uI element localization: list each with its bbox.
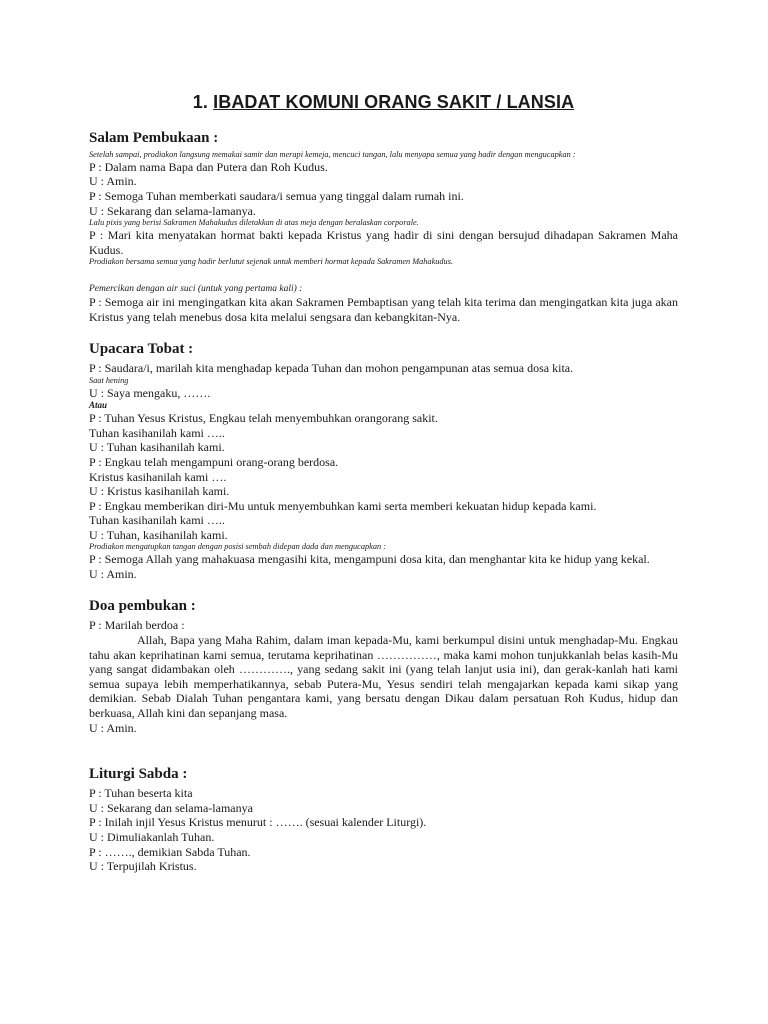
dialog-line: P : Tuhan beserta kita	[89, 786, 193, 801]
dialog-line: U : Kristus kasihanilah kami.	[89, 484, 230, 499]
section-heading: Doa pembukan :	[89, 598, 196, 615]
dialog-line: U : Amin.	[89, 566, 137, 581]
section-doa-pembukan	[89, 597, 678, 735]
dialog-line: U : Tuhan kasihanilah kami.	[89, 440, 225, 455]
dialog-line: U : Amin.	[89, 174, 137, 189]
section-liturgi-sabda	[89, 765, 678, 874]
dialog-line: P : Semoga Allah yang mahakuasa mengasihi kita, mengampuni dosa kita, dan menghantar kita ke hidup yang kekal.	[89, 552, 650, 567]
dialog-line: P : Engkau telah mengampuni orang-orang berdosa.	[89, 454, 339, 469]
dialog-line: P : ……., demikian Sabda Tuhan.	[89, 844, 251, 859]
page-title	[89, 92, 678, 113]
dialog-line: P : Tuhan Yesus Kristus, Engkau telah menyembuhkan orangorang sakit.	[89, 411, 438, 426]
rubric-atau: Atau	[89, 400, 108, 411]
prayer-paragraph: Allah, Bapa yang Maha Rahim, dalam iman kepada-Mu, kami berkumpul disini untuk menghadap-Mu. Engkau tahu akan keprihatinan kami semua, terutama keprihatinan ……………, maka kami mohon tunjukkanlah belas kasih-Mu yang sangat didambakan oleh …………., yang sedang sakit ini (yang telah lanjut usia ini), dan gerak-kanlah hati kami semua supaya lebih memperhatikannya, sebab Putera-Mu, Yesus sendiri telah mengajarkan kepada kami sikap yang demikian. Sebab Dialah Tuhan pengantara kami, yang bersatu dengan Dikau dalam persatuan Roh Kudus, hidup dan berkuasa, Allah kini dan sepanjang masa.	[89, 633, 678, 721]
dialog-line: P : Engkau memberikan diri-Mu untuk menyembuhkan kami serta memberi kekuatan hidup kepada kami.	[89, 498, 597, 513]
dialog-line: U : Dimuliakanlah Tuhan.	[89, 829, 215, 844]
rubric-note: Pemercikan dengan air suci (untuk yang pertama kali) :	[89, 283, 303, 294]
rubric-note: Saat hening	[89, 375, 129, 385]
rubric-note: Prodiakon mengatupkan tangan dengan posisi sembah didepan dada dan mengucapkan :	[89, 542, 386, 552]
title-text: IBADAT KOMUNI ORANG SAKIT / LANSIA	[213, 92, 575, 112]
dialog-line: Tuhan kasihanilah kami …..	[89, 513, 225, 528]
dialog-line: U : Tuhan, kasihanilah kami.	[89, 527, 228, 542]
section-heading: Upacara Tobat :	[89, 341, 194, 358]
dialog-line: Kristus kasihanilah kami ….	[89, 469, 227, 484]
dialog-line: P : Inilah injil Yesus Kristus menurut : ……. (sesuai kalender Liturgi).	[89, 815, 427, 830]
dialog-line: P : Saudara/i, marilah kita menghadap kepada Tuhan dan mohon pengampunan atas semua dosa kita.	[89, 361, 574, 376]
dialog-line: P : Marilah berdoa :	[89, 618, 185, 633]
dialog-line: U : Sekarang dan selama-lamanya	[89, 800, 253, 815]
section-upacara-tobat	[89, 340, 678, 581]
section-heading: Salam Pembukaan :	[89, 130, 219, 146]
rubric-note: Lalu pixis yang berisi Sakramen Mahakudus diletakkan di atas meja dengan beralaskan corporale.	[89, 218, 419, 228]
dialog-line: U : Saya mengaku, …….	[89, 385, 211, 400]
title-number: 1.	[192, 92, 209, 112]
document-page	[89, 92, 678, 874]
dialog-line: P : Dalam nama Bapa dan Putera dan Roh Kudus.	[89, 159, 328, 174]
dialog-line: P : Semoga air ini mengingatkan kita akan Sakramen Pembaptisan yang telah kita terima dan mengingatkan kita juga akan Kristus yang telah menebus dosa kita melalui sengsara dan kebangkitan-Nya.	[89, 294, 678, 324]
dialog-line: Tuhan kasihanilah kami …..	[89, 425, 225, 440]
rubric-note: Setelah sampai, prodiakon langsung memakai samir dan merapi kemeja, mencuci tangan, lalu menyapa semua yang hadir dengan mengucapkan :	[89, 150, 576, 159]
dialog-line: U : Amin.	[89, 720, 137, 735]
dialog-line: U : Sekarang dan selama-lamanya.	[89, 203, 256, 218]
dialog-line: P : Mari kita menyatakan hormat bakti kepada Kristus yang hadir di sini dengan bersujud dihadapan Sakramen Maha Kudus.	[89, 227, 678, 257]
section-heading: Liturgi Sabda :	[89, 766, 188, 783]
dialog-line: U : Terpujilah Kristus.	[89, 859, 197, 874]
rubric-note: Prodiakon bersama semua yang hadir berlutut sejenak untuk memberi hormat kepada Sakramen Mahakudus.	[89, 257, 454, 267]
section-salam-pembukaan	[89, 129, 678, 324]
dialog-line: P : Semoga Tuhan memberkati saudara/i semua yang tinggal dalam rumah ini.	[89, 188, 464, 203]
